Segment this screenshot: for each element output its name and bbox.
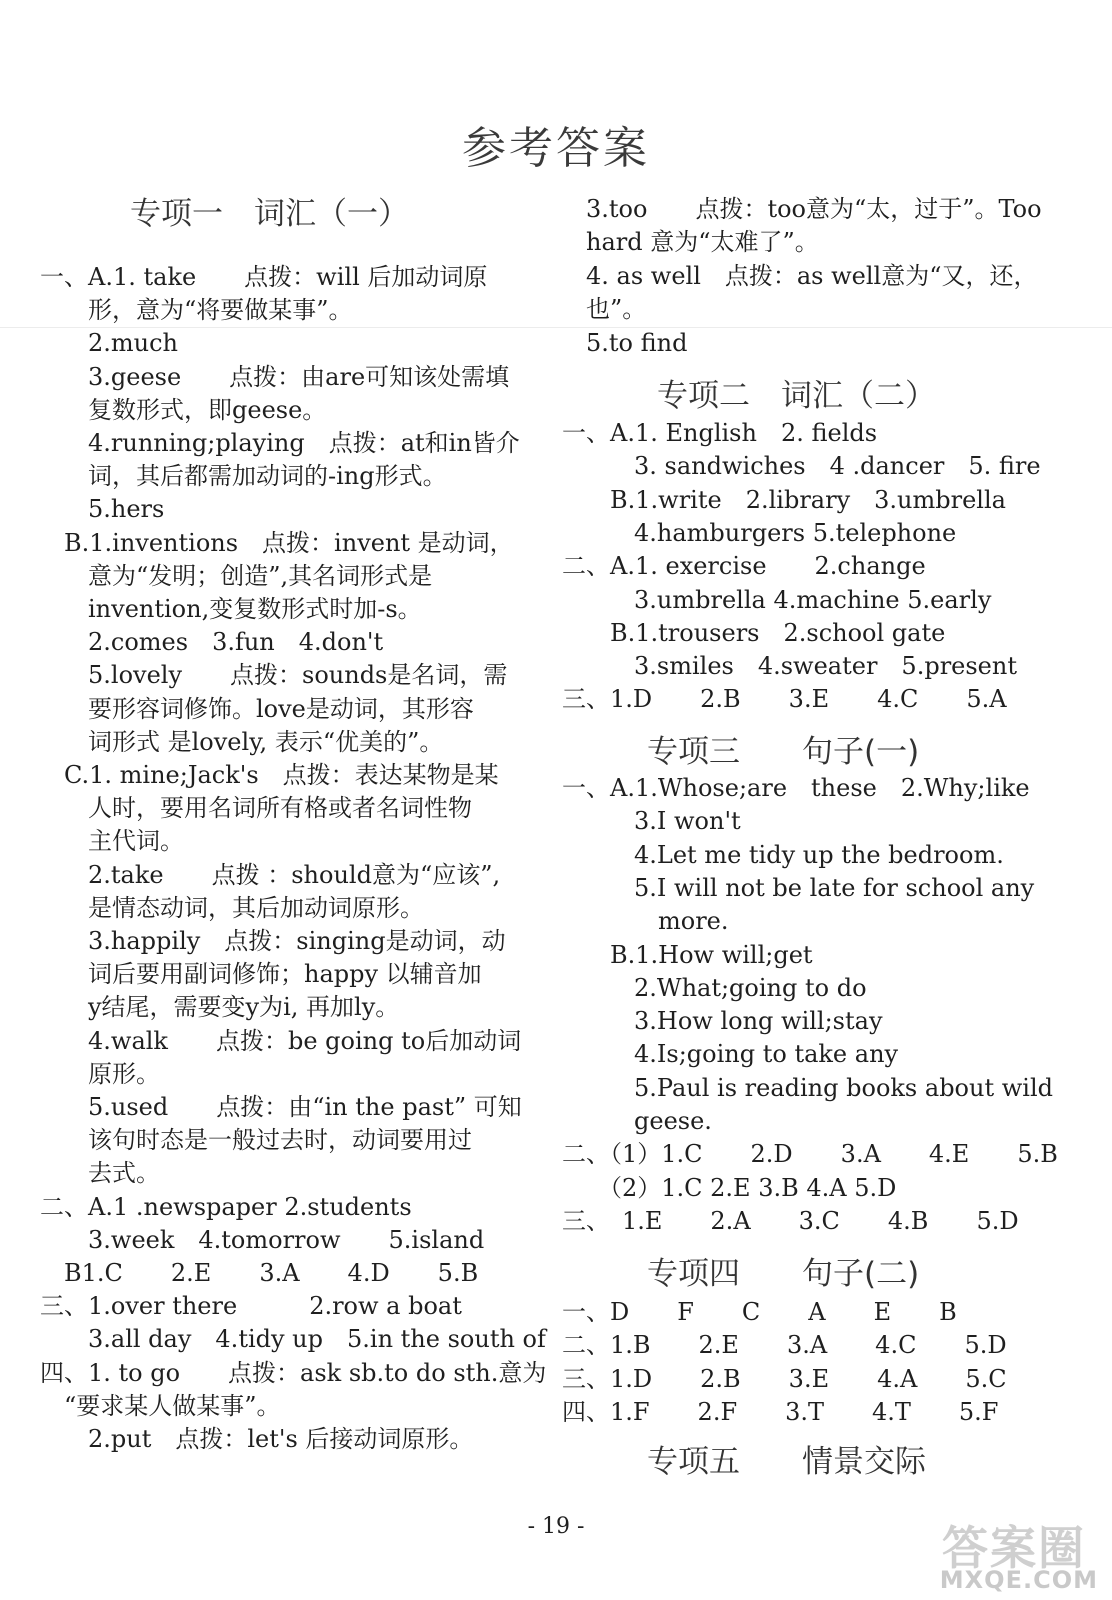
answer-line: 5.lovely 点拨：sounds是名词，需 (40, 661, 508, 690)
section-heading-3: 专项三 句子(一) (647, 734, 920, 770)
answer-line: B.1.trousers 2.school gate (562, 618, 946, 647)
section-heading-1: 专项一 词汇（一） (130, 196, 409, 232)
answer-line: 5.I will not be late for school any (562, 873, 1035, 902)
watermark-bottom: MXQE.COM (939, 1566, 1098, 1594)
answer-line: 2.comes 3.fun 4.don't (40, 628, 384, 657)
answer-line: 一、A.1. take 点拨：will 后加动词原 (40, 263, 488, 291)
answer-line: y结尾，需要变y为i, 再加ly。 (40, 993, 400, 1022)
answer-line: 4.hamburgers 5.telephone (562, 518, 957, 547)
answer-line: 去式。 (40, 1159, 160, 1188)
answer-line: C.1. mine;Jack's 点拨：表达某物是某 (40, 761, 499, 789)
answer-line: 二、（1）1.C 2.D 3.A 4.E 5.B (562, 1140, 1058, 1169)
answer-line: B.1.How will;get (562, 940, 813, 969)
answer-line: invention,变复数形式时加-s。 (40, 595, 422, 623)
answer-line: 2.take 点拨 ：should意为“应该”, (40, 860, 501, 889)
answer-line: 3.umbrella 4.machine 5.early (562, 585, 992, 614)
answer-line: 4.walk 点拨：be going to后加动词 (40, 1026, 522, 1055)
answer-line: 要形容词修饰。love是动词，其形容 (40, 694, 474, 723)
answer-line: 三、1.D 2.B 3.E 4.A 5.C (562, 1364, 1007, 1393)
answer-line: B1.C 2.E 3.A 4.D 5.B (40, 1259, 479, 1287)
answer-line: hard 意为“太难了”。 (562, 228, 819, 257)
answer-line: 人时，要用名词所有格或者名词性物 (40, 794, 472, 823)
answer-line: 该句时态是一般过去时，动词要用过 (40, 1126, 472, 1155)
answer-line: 5.used 点拨：由“in the past” 可知 (40, 1093, 522, 1121)
answer-line: （2）1.C 2.E 3.B 4.A 5.D (562, 1173, 897, 1202)
answer-line: 复数形式，即geese。 (40, 395, 327, 424)
answer-line: 三、1.over there 2.row a boat (40, 1292, 462, 1321)
page-title: 参考答案 (462, 123, 650, 174)
answer-line: 2.What;going to do (562, 973, 867, 1002)
answer-line: 一、D F C A E B (562, 1298, 957, 1326)
answer-line: 词形式 是lovely, 表示“优美的”。 (40, 727, 444, 756)
watermark-logo (936, 1510, 1106, 1596)
answer-line: more. (562, 907, 729, 936)
answer-line: 3.week 4.tomorrow 5.island (40, 1225, 485, 1254)
answer-line: 4.running;playing 点拨：at和in皆介 (40, 429, 520, 457)
answer-line: 5.to find (562, 328, 688, 357)
answer-line: B.1.inventions 点拨：invent 是动词， (40, 528, 514, 557)
answer-line: 一、A.1. English 2. fields (562, 419, 878, 447)
answer-line: 3.too 点拨：too意为“太，过于”。Too (562, 195, 1042, 223)
answer-line: 词，其后都需加动词的-ing形式。 (40, 462, 447, 491)
answer-line: 词后要用副词修饰；happy 以辅音加 (40, 960, 482, 989)
answer-line: “要求某人做某事”。 (40, 1391, 281, 1420)
answer-line: 意为“发明；创造”,其名词形式是 (40, 561, 433, 590)
section-heading-2: 专项二 词汇（二） (657, 378, 936, 414)
section-heading-4: 专项四 句子(二) (647, 1256, 920, 1292)
answer-line: 3.happily 点拨：singing是动词，动 (40, 927, 506, 955)
answer-line: 二、A.1 .newspaper 2.students (40, 1192, 412, 1221)
answer-line: 3.all day 4.tidy up 5.in the south of (40, 1325, 546, 1354)
answer-line: B.1.write 2.library 3.umbrella (562, 485, 1006, 514)
answer-line: 3.smiles 4.sweater 5.present (562, 652, 1017, 681)
answer-line: 4.Is;going to take any (562, 1040, 899, 1069)
answer-line: 四、1. to go 点拨：ask sb.to do sth.意为 (40, 1358, 547, 1387)
answer-line: 4. as well 点拨：as well意为“又，还， (562, 261, 1038, 290)
answer-line: 三、 1.E 2.A 3.C 4.B 5.D (562, 1206, 1019, 1235)
answer-line: 3.I won't (562, 807, 741, 836)
answer-line: 2.much (40, 329, 179, 358)
answer-line: 3.geese 点拨：由are可知该处需填 (40, 362, 510, 391)
answer-line: 三、1.D 2.B 3.E 4.C 5.A (562, 685, 1007, 714)
answer-line: 四、1.F 2.F 3.T 4.T 5.F (562, 1397, 999, 1426)
answer-line: 主代词。 (40, 827, 184, 856)
answer-line: 4.Let me tidy up the bedroom. (562, 840, 1004, 869)
answer-line: 一、A.1.Whose;are these 2.Why;like (562, 774, 1030, 802)
answer-line: 原形。 (40, 1059, 160, 1088)
answer-line: 二、1.B 2.E 3.A 4.C 5.D (562, 1331, 1007, 1360)
answer-line: 3.How long will;stay (562, 1007, 883, 1036)
section-heading-5: 专项五 情景交际 (647, 1444, 926, 1480)
answer-line: 是情态动词，其后加动词原形。 (40, 893, 424, 922)
answer-line: 也”。 (562, 295, 647, 324)
answer-line: 5.Paul is reading books about wild (562, 1073, 1053, 1102)
watermark-top: 答案圈 (942, 1521, 1086, 1575)
answer-line: 3. sandwiches 4 .dancer 5. fire (562, 452, 1041, 481)
answer-line: 形，意为“将要做某事”。 (40, 296, 353, 325)
answer-line: 5.hers (40, 495, 165, 524)
answer-line: 2.put 点拨：let's 后接动词原形。 (40, 1425, 474, 1453)
page-number: - 19 - (527, 1514, 585, 1539)
answer-line: 二、A.1. exercise 2.change (562, 552, 926, 581)
answer-line: geese. (562, 1107, 712, 1135)
